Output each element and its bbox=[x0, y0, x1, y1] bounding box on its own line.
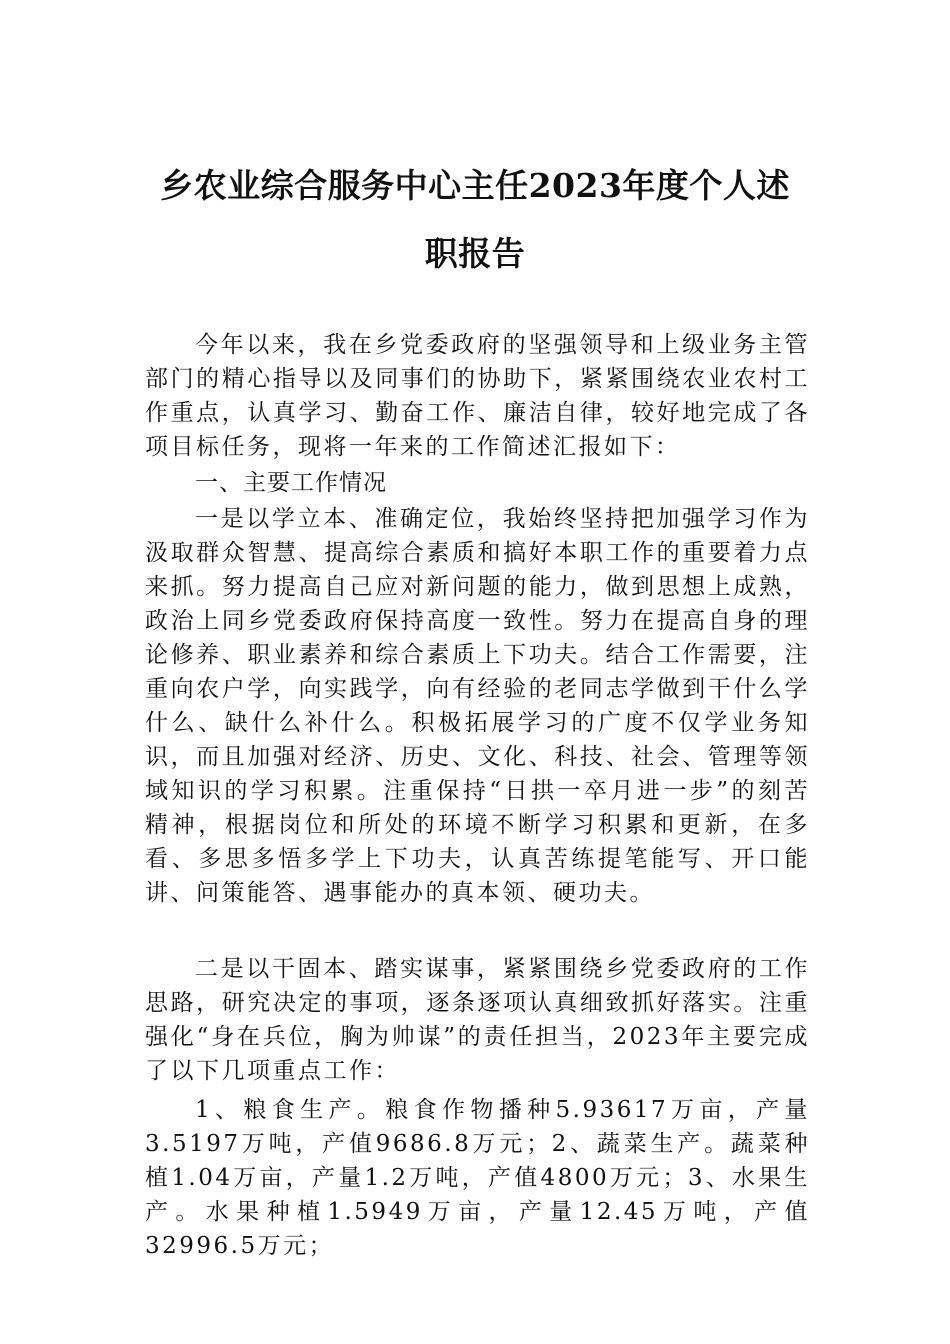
work-paragraph: 二是以干固本、踏实谋事，紧紧围绕乡党委政府的工作思路，研究决定的事项，逐条逐项认真细致抓好落实。注重强化“身在兵位，胸为帅谋”的责任担当，2023年主要完成了以下几项重点工作： bbox=[145, 956, 810, 1084]
stats-paragraph: 1、粮食生产。粮食作物播种5.93617万亩，产量3.5197万吨，产值9686.8万元；2、蔬菜生产。蔬菜种植1.04万亩，产量1.2万吨，产值4800万元；3、水果生产。水果种植1.5949万亩，产量12.45万吨，产值32996.5万元； bbox=[145, 1097, 810, 1259]
document-title-line-1: 乡农业综合服务中心主任2023年度个人述 bbox=[160, 166, 790, 205]
study-paragraph: 一是以学立本、准确定位，我始终坚持把加强学习作为汲取群众智慧、提高综合素质和搞好本职工作的重要着力点来抓。努力提高自己应对新问题的能力，做到思想上成熟，政治上同乡党委政府保持高度一致性。努力在提高自身的理论修养、职业素养和综合素质上下功夫。结合工作需要，注重向农户学，向实践学，向有经验的老同志学做到干什么学什么、缺什么补什么。积极拓展学习的广度不仅学业务知识，而且加强对经济、历史、文化、科技、社会、管理等领域知识的学习积累。注重保持“日拱一卒月进一步”的刻苦精神，根据岗位和所处的环境不断学习积累和更新，在多看、多思多悟多学上下功夫，认真苦练提笔能写、开口能讲、问策能答、遇事能办的真本领、硬功夫。 bbox=[145, 506, 810, 906]
intro-paragraph: 今年以来，我在乡党委政府的坚强领导和上级业务主管部门的精心指导以及同事们的协助下，紧紧围绕农业农村工作重点，认真学习、勤奋工作、廉洁自律，较好地完成了各项目标任务，现将一年来的工作简述汇报如下： bbox=[145, 332, 810, 460]
document-title-line-2: 职报告 bbox=[424, 234, 526, 273]
section-heading: 一、主要工作情况 bbox=[195, 470, 387, 496]
